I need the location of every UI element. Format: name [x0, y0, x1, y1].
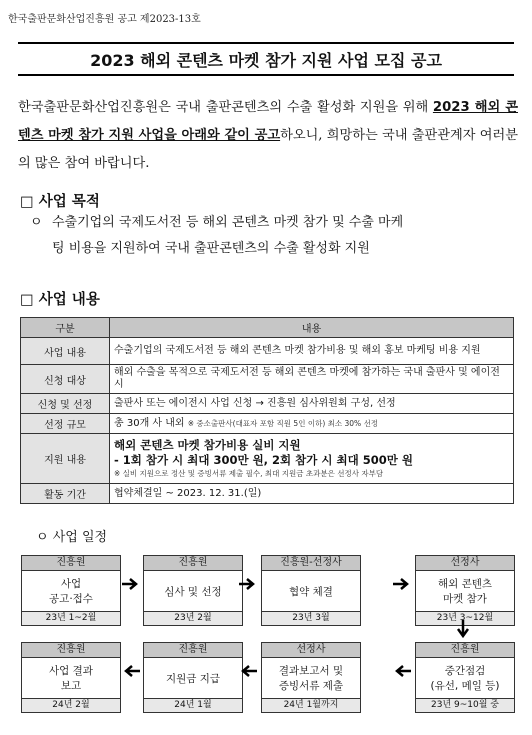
table-row: [21, 338, 514, 365]
step-date: 24년 2월: [22, 699, 120, 712]
row-label: 신청 대상: [21, 365, 110, 394]
step-org: 진흥원: [22, 556, 120, 571]
step-line-1: 해외 콘텐츠: [437, 578, 493, 590]
intro-paragraph: [18, 94, 518, 178]
section-purpose-heading: □ 사업 목적: [20, 194, 100, 210]
purpose-bullet: [30, 210, 510, 262]
arrow-left-icon: [392, 663, 412, 679]
arrow-right-icon: [121, 576, 141, 592]
step-date: 23년 2월: [144, 612, 242, 625]
step-line-2: 마켓 참가: [443, 593, 487, 605]
step-line-2: (유선, 메일 등): [430, 680, 500, 692]
row-content: 해외 수출을 목적으로 국제도서전 등 해외 콘텐츠 마켓에 참가하는 국내 출판사 및 에이전시: [110, 365, 514, 394]
step-org: 진흥원: [144, 643, 242, 658]
content-table: [20, 317, 514, 504]
section-content-heading: □ 사업 내용: [20, 292, 100, 308]
row-content: 수출기업의 국제도서전 등 해외 콘텐츠 마켓 참가비용 및 해외 홍보 마케팅 비용 지원: [110, 338, 514, 365]
table-row: [21, 365, 514, 394]
intro-text-1: 한국출판문화산업진흥원은 국내 출판콘텐츠의 수출 활성화 지원을 위해: [18, 100, 433, 115]
page-title: 2023 해외 콘텐츠 마켓 참가 지원 사업 모집 공고: [90, 50, 442, 70]
arrow-right-icon: [392, 576, 412, 592]
schedule-step: [415, 642, 515, 713]
support-line-2: - 1회 참가 시 최대 300만 원, 2회 참가 시 최대 500만 원: [114, 452, 413, 467]
step-line-1: 협약 체결: [289, 585, 333, 598]
step-line-1: 중간점검: [444, 665, 486, 677]
bullet-mark: ㅇ: [30, 215, 43, 230]
arrow-down-icon: [455, 619, 471, 641]
row-label: 신청 및 선정: [21, 394, 110, 414]
step-line-1: 결과보고서 및: [278, 665, 344, 677]
schedule-step: [261, 555, 361, 626]
step-org: 진흥원: [416, 643, 514, 658]
step-body: [22, 571, 120, 612]
row-label: 활동 기간: [21, 484, 110, 504]
intro-text-2: 하오니, 희망하는 국내 출판관계자 여러분의 많은 참여 바랍니다.: [18, 128, 518, 171]
table-row: [21, 484, 514, 504]
step-date: 23년 3~12월: [416, 612, 514, 625]
step-org: 진흥원: [22, 643, 120, 658]
step-body: [262, 658, 360, 699]
step-date: 23년 9~10월 중: [416, 699, 514, 712]
step-line-2: 보고: [60, 680, 82, 692]
row-content: 협약체결일 ~ 2023. 12. 31.(일): [110, 484, 514, 504]
schedule-step: [261, 642, 361, 713]
col-header-category: 구분: [21, 318, 110, 338]
intro-underlined: 2023 해외 콘텐츠 마켓 참가 지원 사업을 아래와 같이 공고: [18, 100, 518, 143]
row-label: 사업 내용: [21, 338, 110, 365]
step-body: [416, 571, 514, 612]
row-content: [110, 414, 514, 434]
arrow-left-icon: [121, 663, 141, 679]
title-box: [18, 42, 514, 76]
step-org: 선정사: [416, 556, 514, 571]
step-body: [144, 658, 242, 699]
purpose-line-2: 팅 비용을 지원하여 국내 출판콘텐츠의 수출 활성화 지원: [52, 241, 370, 256]
notice-number: 한국출판문화산업진흥원 공고 제2023-13호: [8, 14, 201, 25]
schedule-step: [21, 555, 121, 626]
purpose-line-1: 수출기업의 국제도서전 등 해외 콘텐츠 마켓 참가 및 수출 마케: [52, 215, 404, 230]
step-line-1: 심사 및 선정: [164, 585, 222, 598]
table-row: [21, 394, 514, 414]
arrow-left-icon: [238, 663, 258, 679]
row-label: 지원 내용: [21, 434, 110, 484]
step-org: 진흥원: [144, 556, 242, 571]
schedule-heading: ㅇ 사업 일정: [36, 530, 108, 545]
step-body: [144, 571, 242, 612]
row-label: 선정 규모: [21, 414, 110, 434]
schedule-step: [21, 642, 121, 713]
schedule-step: [143, 555, 243, 626]
step-line-2: 공고·접수: [49, 593, 93, 605]
step-date: 23년 1~2월: [22, 612, 120, 625]
row-content: [110, 434, 514, 484]
row-content: 출판사 또는 에이전시 사업 신청 → 진흥원 심사위원회 구성, 선정: [110, 394, 514, 414]
step-date: 24년 1월: [144, 699, 242, 712]
table-row: [21, 414, 514, 434]
step-body: [22, 658, 120, 699]
support-note: ※ 실비 지원으로 정산 및 증빙서류 제출 필수, 최대 지원금 초과분은 선정사 자부담: [114, 468, 384, 478]
step-date: 23년 3월: [262, 612, 360, 625]
step-body: [416, 658, 514, 699]
step-org: 선정사: [262, 643, 360, 658]
step-org: 진흥원-선정사: [262, 556, 360, 571]
col-header-content: 내용: [110, 318, 514, 338]
schedule-step: [415, 555, 515, 626]
support-line-1: 해외 콘텐츠 마켓 참가비용 실비 지원: [114, 437, 301, 452]
scale-note: ※ 중소출판사(대표자 포함 직원 5인 이하) 최소 30% 선정: [187, 418, 379, 428]
step-date: 24년 1월까지: [262, 699, 360, 712]
schedule-step: [143, 642, 243, 713]
scale-text: 총 30개 사 내외: [114, 417, 185, 429]
arrow-right-icon: [238, 576, 258, 592]
step-line-2: 증빙서류 제출: [278, 680, 344, 692]
table-row: [21, 434, 514, 484]
step-line-1: 사업: [60, 578, 82, 590]
step-line-1: 사업 결과: [49, 665, 93, 677]
step-body: [262, 571, 360, 612]
step-line-1: 지원금 지급: [165, 672, 221, 685]
